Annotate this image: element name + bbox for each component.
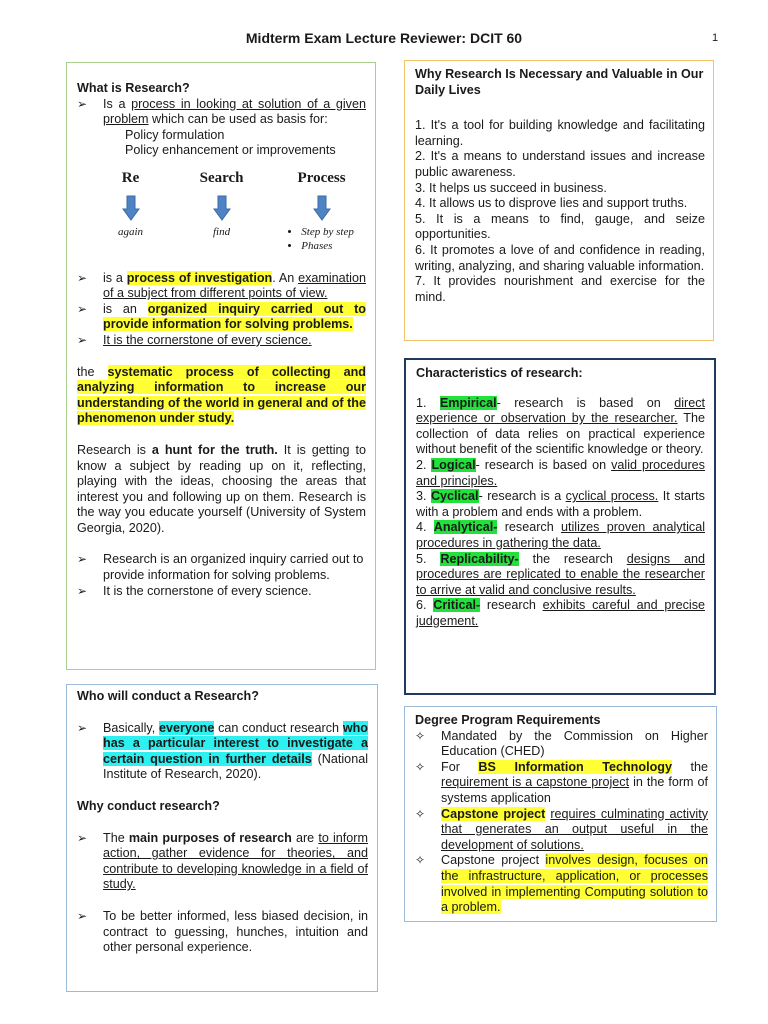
arrowhead-bullet-icon: ➢ [77, 301, 88, 316]
why-conduct-heading: Why conduct research? [77, 798, 220, 813]
arrowhead-bullet-icon: ➢ [77, 270, 88, 285]
research-word-diagram [77, 171, 366, 253]
word-re: Re [121, 169, 140, 186]
list-item: 5. Replicability- the research designs and procedures are replicated to enable the researcher to arrive at valid and conclusive results. [416, 551, 705, 597]
list-item: 2. Logical- research is based on valid procedures and principles. [416, 457, 705, 488]
list-item: 6. It promotes a love of and confidence in reading, writing, analyzing, and sharing valuable information. [415, 242, 705, 273]
list-item: 2. It's a means to understand issues and increase public awareness. [415, 149, 705, 179]
list-item: ✧ For BS Information Technology the requirement is a capstone project in the form of systems application [415, 759, 708, 805]
process-meanings [289, 225, 354, 253]
degree-requirements-box [404, 706, 717, 922]
characteristics-box [404, 358, 716, 695]
down-arrow-icon [122, 195, 140, 221]
list-item: 1. It's a tool for building knowledge and facilitating learning. [415, 118, 705, 148]
why-necessary-heading: Why Research Is Necessary and Valuable in Our Daily Lives [415, 67, 704, 97]
list-item: ➢ Basically, everyone can conduct research who has a particular interest to investigate a certain question in further details (National Institute of Research, 2020). [77, 720, 368, 782]
who-conducts-box [66, 684, 378, 992]
arrowhead-bullet-icon: ➢ [77, 96, 88, 111]
meaning-find: find [213, 225, 231, 238]
four-point-star-bullet-icon: ✧ [415, 806, 426, 821]
definition-paragraph: the systematic process of collecting and analyzing information to increase our understanding of the world in general and of the phenomenon under study. [77, 364, 366, 426]
list-item: ➢ Is a process in looking at solution of a given problem which can be used as basis for: [77, 96, 366, 127]
what-is-research-box [66, 62, 376, 670]
arrowhead-bullet-icon: ➢ [77, 552, 88, 567]
list-item: 7. It provides nourishment and exercise for the mind. [415, 274, 705, 304]
list-item: 1. Empirical- research is based on direct experience or observation by the researcher. The collection of data relies on practical experience without benefit of the scientific knowledge or theory. [416, 395, 706, 457]
list-item: ➢ To be better informed, less biased decision, in contract to guessing, hunches, intuition and other personal experience. [77, 908, 368, 955]
word-process: Process [297, 169, 346, 186]
down-arrow-icon [213, 195, 231, 221]
characteristics-heading: Characteristics of research: [416, 366, 583, 380]
list-item: ➢ is an organized inquiry carried out to provide information for solving problems. [77, 301, 366, 332]
characteristics-list [416, 396, 705, 630]
page-number: 1 [712, 32, 719, 44]
arrowhead-bullet-icon: ➢ [77, 332, 88, 347]
sub-item: Policy enhancement or improvements [125, 143, 336, 158]
meaning-again: again [117, 225, 144, 238]
document-title: Midterm Exam Lecture Reviewer: DCIT 60 [245, 30, 523, 46]
list-item: ➢ It is the cornerstone of every science. [77, 583, 312, 598]
down-arrow-icon [313, 195, 331, 221]
meaning-step: • Step by step [301, 225, 354, 239]
what-is-research-heading: What is Research? [77, 81, 190, 95]
list-item: 3. Cyclical- research is a cyclical process. It starts with a problem and ends with a problem. [416, 489, 705, 519]
arrowhead-bullet-icon: ➢ [77, 720, 88, 735]
word-search: Search [199, 169, 244, 186]
list-item: ➢ The main purposes of research are to inform action, gather evidence for theories, and contribute to developing knowledge in a field of study. [77, 830, 368, 892]
list-item: ➢ is a process of investigation. An examination of a subject from different points of view. [77, 270, 366, 301]
list-item: 5. It is a means to find, gauge, and seize opportunities. [415, 211, 705, 242]
list-item: ➢ Research is an organized inquiry carried out to provide information for solving problems. [77, 552, 364, 583]
list-item: ✧ Capstone project involves design, focuses on the infrastructure, application, or processes involved in implementing Computing solution to a problem. [415, 853, 708, 915]
hunt-paragraph: Research is a hunt for the truth. It is getting to know a subject by reading up on it, reflecting, playing with the ideas, choosing the areas that interest you and following up on them. Research is the way you educate yourself (University of System Georgia, 2020). [77, 442, 367, 535]
arrowhead-bullet-icon: ➢ [77, 908, 88, 923]
four-point-star-bullet-icon: ✧ [415, 853, 426, 868]
arrowhead-bullet-icon: ➢ [77, 583, 88, 598]
list-item: ✧ Mandated by the Commission on Higher Education (CHED) [415, 728, 708, 759]
list-item: 3. It helps us succeed in business. [415, 180, 607, 195]
why-necessary-box [404, 60, 714, 341]
degree-requirements-heading: Degree Program Requirements [415, 713, 601, 727]
why-list [415, 118, 705, 305]
arrowhead-bullet-icon: ➢ [77, 830, 88, 845]
sub-item: Policy formulation [125, 127, 225, 142]
list-item: 4. Analytical- research utilizes proven analytical procedures in gathering the data. [416, 520, 705, 550]
four-point-star-bullet-icon: ✧ [415, 759, 426, 774]
four-point-star-bullet-icon: ✧ [415, 728, 426, 743]
meaning-phases: • Phases [301, 239, 354, 253]
list-item: 4. It allows us to disprove lies and support truths. [415, 196, 688, 211]
who-conducts-heading: Who will conduct a Research? [77, 689, 259, 703]
list-item: 6. Critical- research exhibits careful and precise judgement. [416, 598, 705, 628]
list-item: ✧ Capstone project requires culminating activity that generates an output useful in the development of solutions. [415, 806, 708, 852]
list-item: ➢ It is the cornerstone of every science. [77, 332, 312, 347]
